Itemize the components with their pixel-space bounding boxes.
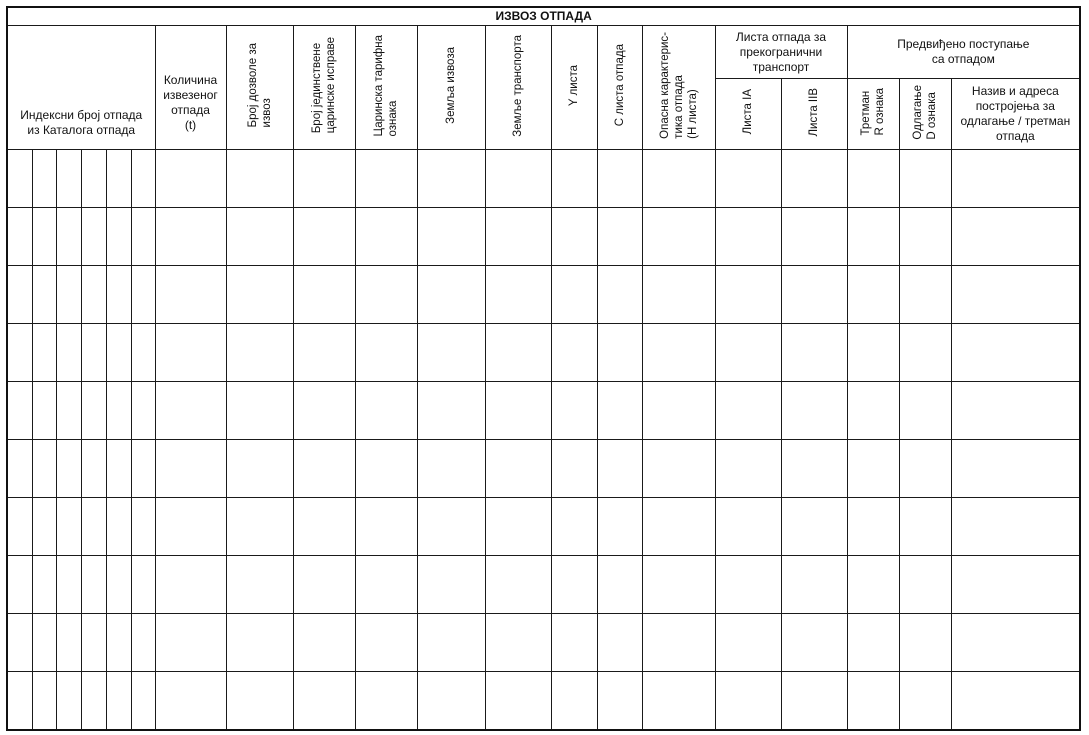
form-cell[interactable] [597, 382, 642, 440]
form-cell[interactable] [293, 208, 355, 266]
form-cell[interactable] [355, 266, 417, 324]
form-cell[interactable] [417, 672, 485, 731]
treatment-r-header: Третман R ознака [847, 79, 899, 150]
form-cell[interactable] [155, 266, 226, 324]
form-cell[interactable] [226, 556, 293, 614]
form-cell[interactable] [293, 614, 355, 672]
table-row [7, 440, 1080, 498]
form-cell[interactable] [7, 382, 32, 440]
form-cell[interactable] [597, 440, 642, 498]
table-row [7, 672, 1080, 731]
form-cell[interactable] [847, 208, 899, 266]
form-cell[interactable] [417, 498, 485, 556]
form-cell[interactable] [81, 324, 106, 382]
form-cell[interactable] [106, 440, 131, 498]
transit-countries-header: Земље транспорта [485, 26, 551, 150]
form-cell[interactable] [485, 324, 551, 382]
form-cell[interactable] [847, 614, 899, 672]
form-cell[interactable] [7, 498, 32, 556]
table-row [7, 208, 1080, 266]
form-cell[interactable] [226, 614, 293, 672]
form-cell[interactable] [56, 498, 81, 556]
form-cell[interactable] [32, 150, 56, 208]
form-cell[interactable] [131, 382, 155, 440]
form-cell[interactable] [7, 614, 32, 672]
form-cell[interactable] [597, 498, 642, 556]
form-cell[interactable] [226, 382, 293, 440]
form-cell[interactable] [226, 672, 293, 731]
form-cell[interactable] [131, 324, 155, 382]
y-list-header: Y листа [551, 26, 597, 150]
form-cell[interactable] [226, 266, 293, 324]
form-cell[interactable] [715, 556, 781, 614]
form-cell[interactable] [551, 208, 597, 266]
form-cell[interactable] [551, 266, 597, 324]
form-cell[interactable] [293, 324, 355, 382]
form-cell[interactable] [951, 324, 1080, 382]
form-cell[interactable] [106, 556, 131, 614]
form-cell[interactable] [485, 208, 551, 266]
form-cell[interactable] [642, 672, 715, 731]
form-cell[interactable] [56, 266, 81, 324]
quantity-header: Количина извезеног отпада (t) [155, 26, 226, 150]
form-cell[interactable] [715, 150, 781, 208]
form-cell[interactable] [847, 324, 899, 382]
form-cell[interactable] [551, 556, 597, 614]
form-cell[interactable] [131, 556, 155, 614]
form-cell[interactable] [899, 324, 951, 382]
form-cell[interactable] [781, 266, 847, 324]
form-cell[interactable] [642, 382, 715, 440]
form-cell[interactable] [131, 208, 155, 266]
list-iib-header: Листа IIB [781, 79, 847, 150]
form-cell[interactable] [951, 672, 1080, 731]
form-cell[interactable] [355, 672, 417, 731]
form-cell[interactable] [642, 208, 715, 266]
form-cell[interactable] [56, 382, 81, 440]
form-cell[interactable] [485, 556, 551, 614]
table-row [7, 324, 1080, 382]
form-cell[interactable] [56, 208, 81, 266]
form-cell[interactable] [106, 382, 131, 440]
form-cell[interactable] [899, 440, 951, 498]
form-cell[interactable] [847, 556, 899, 614]
form-cell[interactable] [81, 208, 106, 266]
form-cell[interactable] [951, 208, 1080, 266]
form-cell[interactable] [355, 382, 417, 440]
form-cell[interactable] [417, 440, 485, 498]
form-cell[interactable] [155, 208, 226, 266]
form-cell[interactable] [951, 498, 1080, 556]
form-cell[interactable] [293, 266, 355, 324]
form-cell[interactable] [226, 150, 293, 208]
form-cell[interactable] [293, 382, 355, 440]
table-row [7, 614, 1080, 672]
form-cell[interactable] [485, 150, 551, 208]
form-cell[interactable] [106, 672, 131, 731]
form-cell[interactable] [32, 556, 56, 614]
form-cell[interactable] [81, 440, 106, 498]
form-cell[interactable] [355, 614, 417, 672]
form-title: ИЗВОЗ ОТПАДА [7, 7, 1080, 26]
form-cell[interactable] [81, 266, 106, 324]
form-cell[interactable] [32, 498, 56, 556]
form-cell[interactable] [81, 498, 106, 556]
form-cell[interactable] [899, 556, 951, 614]
form-cell[interactable] [32, 208, 56, 266]
form-cell[interactable] [899, 498, 951, 556]
form-cell[interactable] [155, 440, 226, 498]
form-cell[interactable] [81, 556, 106, 614]
form-cell[interactable] [81, 672, 106, 731]
form-cell[interactable] [417, 150, 485, 208]
form-cell[interactable] [32, 382, 56, 440]
form-cell[interactable] [899, 208, 951, 266]
form-cell[interactable] [7, 150, 32, 208]
form-body [7, 150, 1080, 731]
form-cell[interactable] [7, 556, 32, 614]
form-cell[interactable] [417, 556, 485, 614]
planned-treatment-header: Предвиђено поступање са отпадом [847, 26, 1080, 79]
form-cell[interactable] [106, 324, 131, 382]
form-cell[interactable] [131, 440, 155, 498]
form-cell[interactable] [56, 672, 81, 731]
form-cell[interactable] [715, 498, 781, 556]
form-cell[interactable] [355, 440, 417, 498]
form-cell[interactable] [32, 266, 56, 324]
form-cell[interactable] [106, 208, 131, 266]
form-cell[interactable] [7, 440, 32, 498]
form-cell[interactable] [485, 498, 551, 556]
hazard-characteristic-header: Опасна карактерис- тика отпада (H листа) [642, 26, 715, 150]
disposal-d-header: Одлагање D ознака [899, 79, 951, 150]
form-cell[interactable] [56, 324, 81, 382]
form-cell[interactable] [642, 498, 715, 556]
form-cell[interactable] [642, 440, 715, 498]
list-ia-header: Листа IA [715, 79, 781, 150]
form-cell[interactable] [642, 266, 715, 324]
form-cell[interactable] [56, 150, 81, 208]
form-cell[interactable] [781, 208, 847, 266]
table-row [7, 382, 1080, 440]
form-cell[interactable] [106, 150, 131, 208]
form-cell[interactable] [355, 324, 417, 382]
form-cell[interactable] [131, 672, 155, 731]
form-cell[interactable] [485, 614, 551, 672]
form-cell[interactable] [642, 324, 715, 382]
form-cell[interactable] [7, 266, 32, 324]
form-cell[interactable] [226, 440, 293, 498]
form-cell[interactable] [417, 614, 485, 672]
form-cell[interactable] [597, 614, 642, 672]
form-cell[interactable] [355, 498, 417, 556]
form-cell[interactable] [715, 440, 781, 498]
form-cell[interactable] [7, 672, 32, 731]
table-row [7, 556, 1080, 614]
form-cell[interactable] [293, 672, 355, 731]
form-cell[interactable] [355, 150, 417, 208]
form-cell[interactable] [899, 150, 951, 208]
form-cell[interactable] [847, 440, 899, 498]
form-cell[interactable] [293, 556, 355, 614]
form-cell[interactable] [551, 324, 597, 382]
form-cell[interactable] [899, 266, 951, 324]
form-cell[interactable] [951, 266, 1080, 324]
export-table [6, 6, 1081, 731]
export-country-header: Земља извоза [417, 26, 485, 150]
form-cell[interactable] [551, 498, 597, 556]
index-number-header: Индексни број отпада из Каталога отпада [7, 26, 155, 150]
form-cell[interactable] [7, 324, 32, 382]
form-cell[interactable] [131, 266, 155, 324]
form-cell[interactable] [551, 614, 597, 672]
form-cell[interactable] [81, 382, 106, 440]
form-cell[interactable] [417, 382, 485, 440]
form-cell[interactable] [597, 208, 642, 266]
form-cell[interactable] [293, 440, 355, 498]
form-cell[interactable] [155, 498, 226, 556]
form-cell[interactable] [56, 440, 81, 498]
form-cell[interactable] [155, 556, 226, 614]
form-cell[interactable] [951, 556, 1080, 614]
waste-export-form [6, 6, 1079, 728]
form-cell[interactable] [597, 324, 642, 382]
form-cell[interactable] [417, 324, 485, 382]
form-cell[interactable] [355, 556, 417, 614]
table-row [7, 150, 1080, 208]
form-cell[interactable] [597, 266, 642, 324]
form-cell[interactable] [847, 382, 899, 440]
form-cell[interactable] [485, 382, 551, 440]
form-cell[interactable] [485, 672, 551, 731]
form-cell[interactable] [131, 150, 155, 208]
form-cell[interactable] [551, 150, 597, 208]
form-cell[interactable] [355, 208, 417, 266]
form-cell[interactable] [715, 324, 781, 382]
form-cell[interactable] [781, 150, 847, 208]
form-cell[interactable] [81, 150, 106, 208]
form-cell[interactable] [155, 614, 226, 672]
form-cell[interactable] [781, 672, 847, 731]
form-cell[interactable] [642, 556, 715, 614]
form-cell[interactable] [642, 614, 715, 672]
form-cell[interactable] [781, 556, 847, 614]
form-cell[interactable] [155, 324, 226, 382]
form-cell[interactable] [781, 440, 847, 498]
table-row [7, 498, 1080, 556]
form-cell[interactable] [847, 266, 899, 324]
form-cell[interactable] [551, 382, 597, 440]
form-cell[interactable] [56, 556, 81, 614]
form-cell[interactable] [106, 266, 131, 324]
form-cell[interactable] [106, 614, 131, 672]
permit-number-header: Број дозволе за извоз [226, 26, 293, 150]
form-cell[interactable] [899, 672, 951, 731]
form-cell[interactable] [131, 614, 155, 672]
form-cell[interactable] [951, 150, 1080, 208]
form-cell[interactable] [597, 150, 642, 208]
form-cell[interactable] [81, 614, 106, 672]
form-cell[interactable] [597, 556, 642, 614]
form-cell[interactable] [417, 208, 485, 266]
form-cell[interactable] [226, 208, 293, 266]
form-cell[interactable] [781, 498, 847, 556]
form-cell[interactable] [951, 614, 1080, 672]
form-cell[interactable] [485, 440, 551, 498]
form-cell[interactable] [293, 498, 355, 556]
table-row [7, 266, 1080, 324]
form-cell[interactable] [32, 672, 56, 731]
form-cell[interactable] [899, 614, 951, 672]
form-cell[interactable] [131, 498, 155, 556]
form-cell[interactable] [847, 150, 899, 208]
form-cell[interactable] [417, 266, 485, 324]
form-cell[interactable] [226, 498, 293, 556]
form-cell[interactable] [7, 208, 32, 266]
form-cell[interactable] [715, 614, 781, 672]
form-cell[interactable] [56, 614, 81, 672]
form-cell[interactable] [551, 672, 597, 731]
transboundary-list-header: Листа отпада за прекогранични транспорт [715, 26, 847, 79]
form-cell[interactable] [715, 266, 781, 324]
form-cell[interactable] [715, 208, 781, 266]
form-cell[interactable] [106, 498, 131, 556]
form-cell[interactable] [155, 672, 226, 731]
form-cell[interactable] [155, 150, 226, 208]
facility-header: Назив и адреса постројења за одлагање / третман отпада [951, 79, 1080, 150]
form-cell[interactable] [899, 382, 951, 440]
form-cell[interactable] [155, 382, 226, 440]
form-cell[interactable] [847, 498, 899, 556]
form-cell[interactable] [781, 382, 847, 440]
form-cell[interactable] [32, 440, 56, 498]
form-cell[interactable] [485, 266, 551, 324]
form-cell[interactable] [32, 324, 56, 382]
tariff-code-header: Царинска тарифна ознака [355, 26, 417, 150]
form-cell[interactable] [781, 324, 847, 382]
form-cell[interactable] [293, 150, 355, 208]
customs-document-header: Број јединствене царинске исправе [293, 26, 355, 150]
form-cell[interactable] [847, 672, 899, 731]
form-cell[interactable] [551, 440, 597, 498]
form-cell[interactable] [781, 614, 847, 672]
form-cell[interactable] [597, 672, 642, 731]
form-cell[interactable] [32, 614, 56, 672]
form-cell[interactable] [715, 382, 781, 440]
c-list-header: C листа отпада [597, 26, 642, 150]
form-cell[interactable] [642, 150, 715, 208]
form-cell[interactable] [715, 672, 781, 731]
form-cell[interactable] [226, 324, 293, 382]
form-cell[interactable] [951, 382, 1080, 440]
form-cell[interactable] [951, 440, 1080, 498]
